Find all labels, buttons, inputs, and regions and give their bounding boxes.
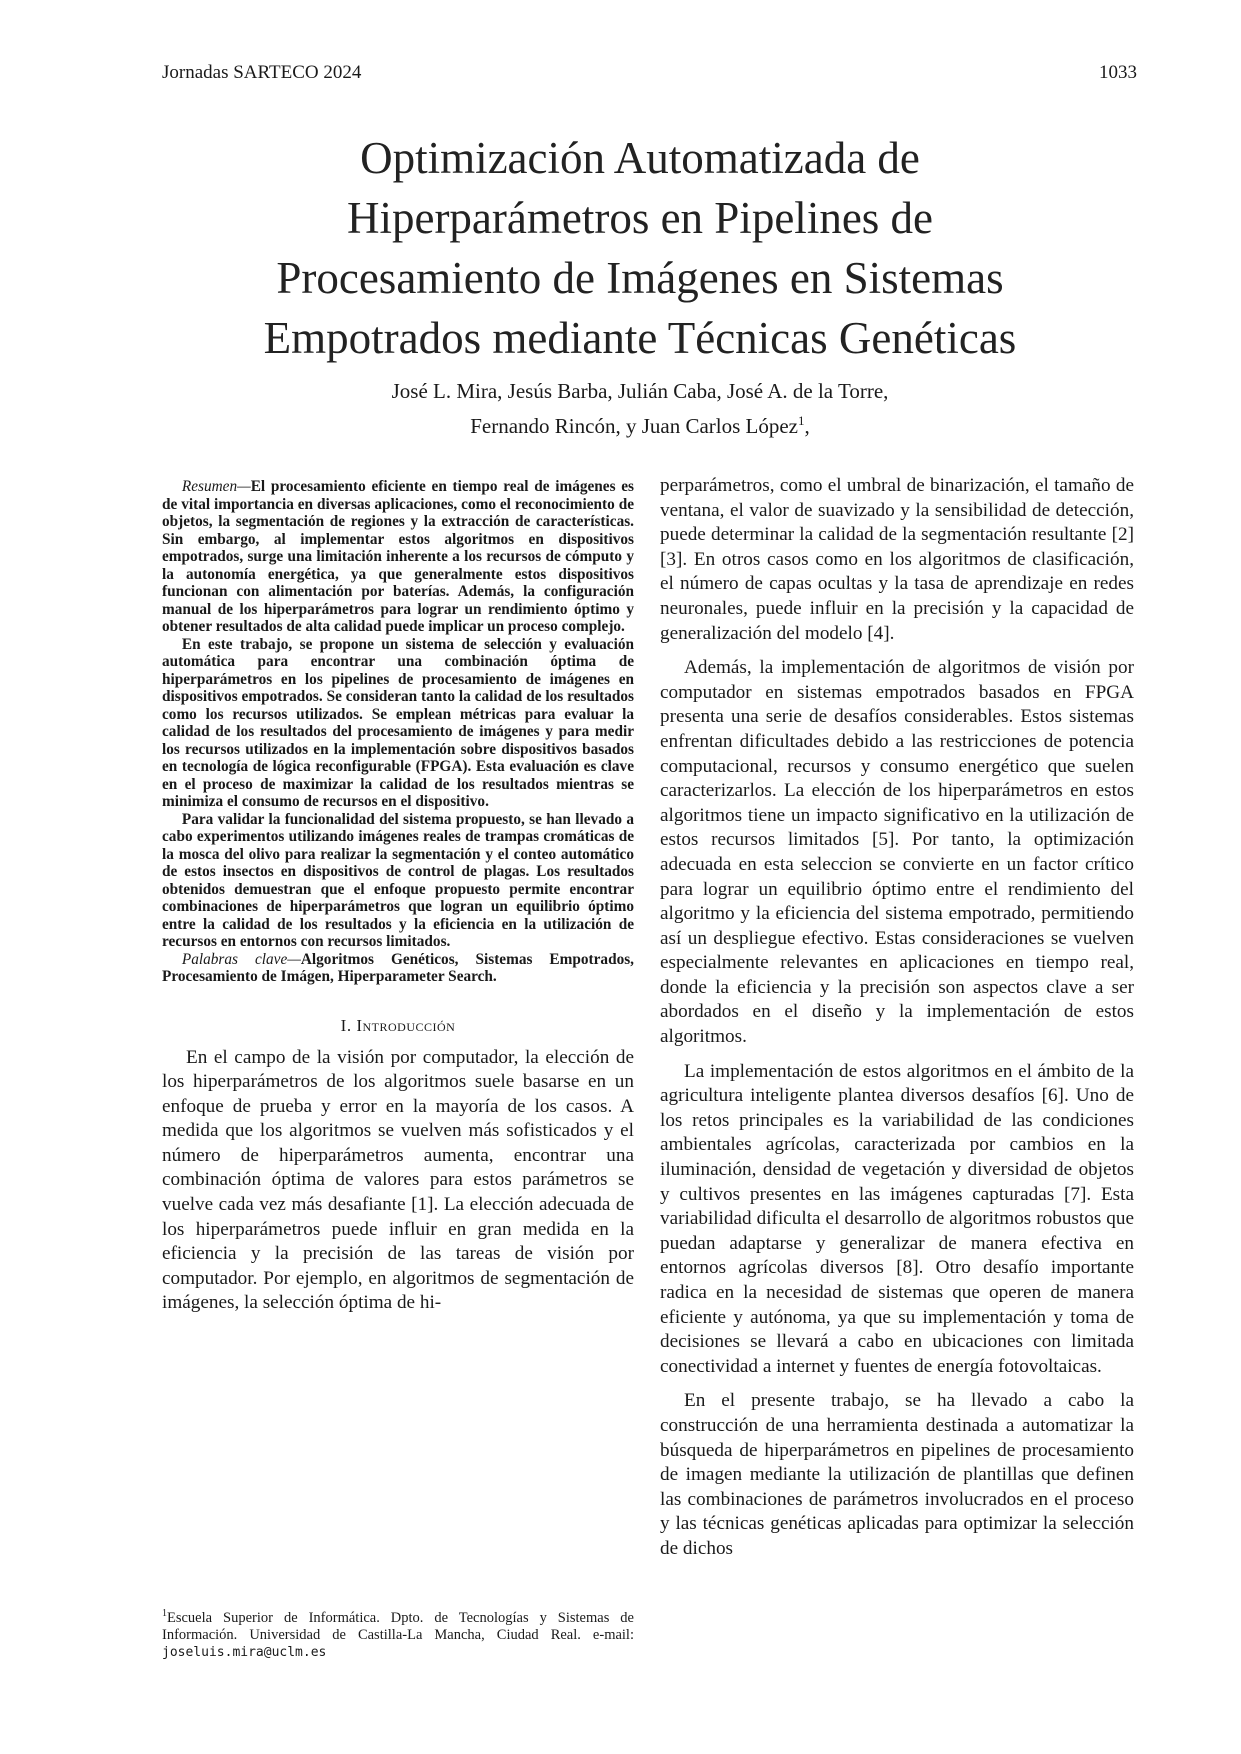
abstract-paragraph-2 (162, 636, 634, 811)
title-line-2: Hiperparámetros en Pipelines de (346, 193, 934, 243)
keywords-text: Algoritmos Genéticos, Sistemas Empotrados, Procesamiento de Imágen, Hiperparameter Search. (162, 950, 635, 985)
page-number: 1033 (1099, 62, 1137, 83)
left-column (162, 478, 634, 1316)
section-title: Introducción (356, 1015, 456, 1035)
intro-body-left (162, 1046, 634, 1317)
intro-paragraph-4: En el presente trabajo, se ha llevado a cabo la construcción de una herramienta destinada a automatizar la búsqueda de hiperparámetros en pipelines de procesamiento de imagen mediante la utilización de plantillas que definen las combinaciones de parámetros involucrados en el proceso y las técnicas genéticas aplicadas para optimizar la selección de dichos (660, 1390, 1134, 1559)
abstract-text-2: En este trabajo, se propone un sistema de selección y evaluación automática para encontrar una combinación óptima de hiperparámetros en los pipelines de procesamiento de imágenes en dispositivos empotrados. Se consideran tanto la calidad de los resultados como los recursos utilizados. Se emplean métricas para evaluar la calidad de los resultados del procesamiento de imágenes y para medir los recursos utilizados en la implementación sobre dispositivos basados en tecnología de lógica reconfigurable (FPGA). Esta evaluación es clave en el proceso de maximizar la calidad de los resultados mientras se minimiza el consumo de recursos en el dispositivo. (162, 635, 634, 810)
abstract (162, 478, 634, 986)
authors-trailing: , (804, 414, 810, 438)
intro-body-right (660, 474, 1134, 1562)
title-line-4: Empotrados mediante Técnicas Genéticas (263, 313, 1017, 363)
abstract-label: Resumen— (181, 478, 251, 495)
section-heading-introduction (162, 1016, 634, 1036)
keywords-paragraph (162, 951, 634, 986)
title-line-3: Procesamiento de Imágenes en Sistemas (276, 253, 1004, 303)
section-numeral: I. (340, 1015, 352, 1035)
abstract-text-1: El procesamiento eficiente en tiempo real de imágenes es de vital importancia en diversas aplicaciones, como el reconocimiento de objetos, la segmentación de regiones y la extracción de características. Sin embargo, al implementar estos algoritmos en dispositivos empotrados, surge una limitación inherente a los recursos de cómputo y la autonomía energética, ya que generalmente estos dispositivos funcionan con alimentación por baterías. Además, la configuración manual de los hiperparámetros para lograr un rendimiento óptimo y obtener resultados de alta calidad puede implicar un proceso complejo. (162, 478, 634, 635)
footnote-mark: 1 (162, 1608, 167, 1619)
right-column (660, 474, 1134, 1572)
title-line-1: Optimización Automatizada de (360, 133, 920, 183)
intro-paragraph-1: En el campo de la visión por computador, la elección de los hiperparámetros de los algoritmos suele basarse en un enfoque de prueba y error en la mayoría de los casos. A medida que los algoritmos se vuelven más sofisticados y el número de hiperparámetros aumenta, encontrar una combinación óptima de valores para estos parámetros se vuelve cada vez más desafiante [1]. La elección adecuada de los hiperparámetros puede influir en gran medida en la eficiencia y la precisión de las tareas de visión por computador. Por ejemplo, en algoritmos de segmentación de imágenes, la selección óptima de hi- (162, 1046, 634, 1314)
author-list (140, 377, 1140, 441)
abstract-text-3: Para validar la funcionalidad del sistema propuesto, se han llevado a cabo experimentos utilizando imágenes reales de trampas cromáticas de la mosca del olivo para realizar la segmentación y el conteo automático de estos insectos en dispositivos de control de plagas. Los resultados obtenidos demuestran que el enfoque propuesto permite encontrar combinaciones de hiperparámetros que logran un equilibrio óptimo entre la calidad de los resultados y la eficiencia en la utilización de recursos en entornos con recursos limitados. (162, 810, 634, 950)
affiliation-footnote (162, 1605, 634, 1661)
intro-paragraph-continued: perparámetros, como el umbral de binarización, el tamaño de ventana, el valor de suavizado y la sensibilidad de detección, puede determinar la calidad de la segmentación resultante [2] [3]. En otros casos como en los algoritmos de clasificación, el número de capas ocultas y la tasa de aprendizaje en redes neuronales, puede influir en la precisión y la capacidad de generalización del modelo [4]. (660, 475, 1134, 644)
intro-paragraph-2: Además, la implementación de algoritmos de visión por computador en sistemas empotrados basados en FPGA presenta una serie de desafíos considerables. Estos sistemas enfrentan dificultades debido a las restricciones de potencia computacional, recursos y consumo energético que suelen caracterizarlos. La elección de los hiperparámetros en estos algoritmos tiene un impacto significativo en la utilización de estos recursos limitados [5]. Por tanto, la optimización adecuada en esta seleccion se convierte en un factor crítico para lograr un equilibrio óptimo entre el rendimiento del algoritmo y la eficiencia del sistema empotrado, permitiendo así un despliegue efectivo. Estas consideraciones se vuelven especialmente relevantes en aplicaciones en tiempo real, donde la eficiencia y la precisión son aspectos clave a ser abordados en el diseño y la implementación de estos algoritmos. (660, 657, 1134, 1048)
footnote-text: Escuela Superior de Informática. Dpto. de Tecnologías y Sistemas de Información. Universidad de Castilla-La Mancha, Ciudad Real. e-mail: (162, 1609, 634, 1643)
keywords-label: Palabras clave— (181, 950, 301, 968)
affiliation-mark: 1 (798, 413, 805, 428)
authors-line-1: José L. Mira, Jesús Barba, Julián Caba, José A. de la Torre, (391, 379, 889, 403)
abstract-paragraph-1 (162, 478, 634, 636)
authors-line-2: Fernando Rincón, y Juan Carlos López (470, 414, 799, 438)
paper-title (140, 128, 1140, 368)
abstract-paragraph-3 (162, 811, 634, 951)
footnote-email: joseluis.mira@uclm.es (162, 1644, 327, 1660)
running-head-venue: Jornadas SARTECO 2024 (162, 62, 362, 83)
intro-paragraph-3: La implementación de estos algoritmos en el ámbito de la agricultura inteligente plantea diversos desafíos [6]. Uno de los retos principales es la variabilidad de las condiciones ambientales agrícolas, caracterizada por cambios en la iluminación, densidad de vegetación y diversidad de objetos y cultivos presentes en las imágenes capturadas [7]. Esta variabilidad dificulta el desarrollo de algoritmos robustos que puedan adaptarse y generalizar de manera efectiva en entornos agrícolas diversos [8]. Otro desafío importante radica en la necesidad de sistemas que operen de manera eficiente y autónoma, ya que su implementación y toma de decisiones se llevará a cabo en ubicaciones con limitada conectividad a internet y fuentes de energía fotovoltaicas. (660, 1060, 1134, 1377)
